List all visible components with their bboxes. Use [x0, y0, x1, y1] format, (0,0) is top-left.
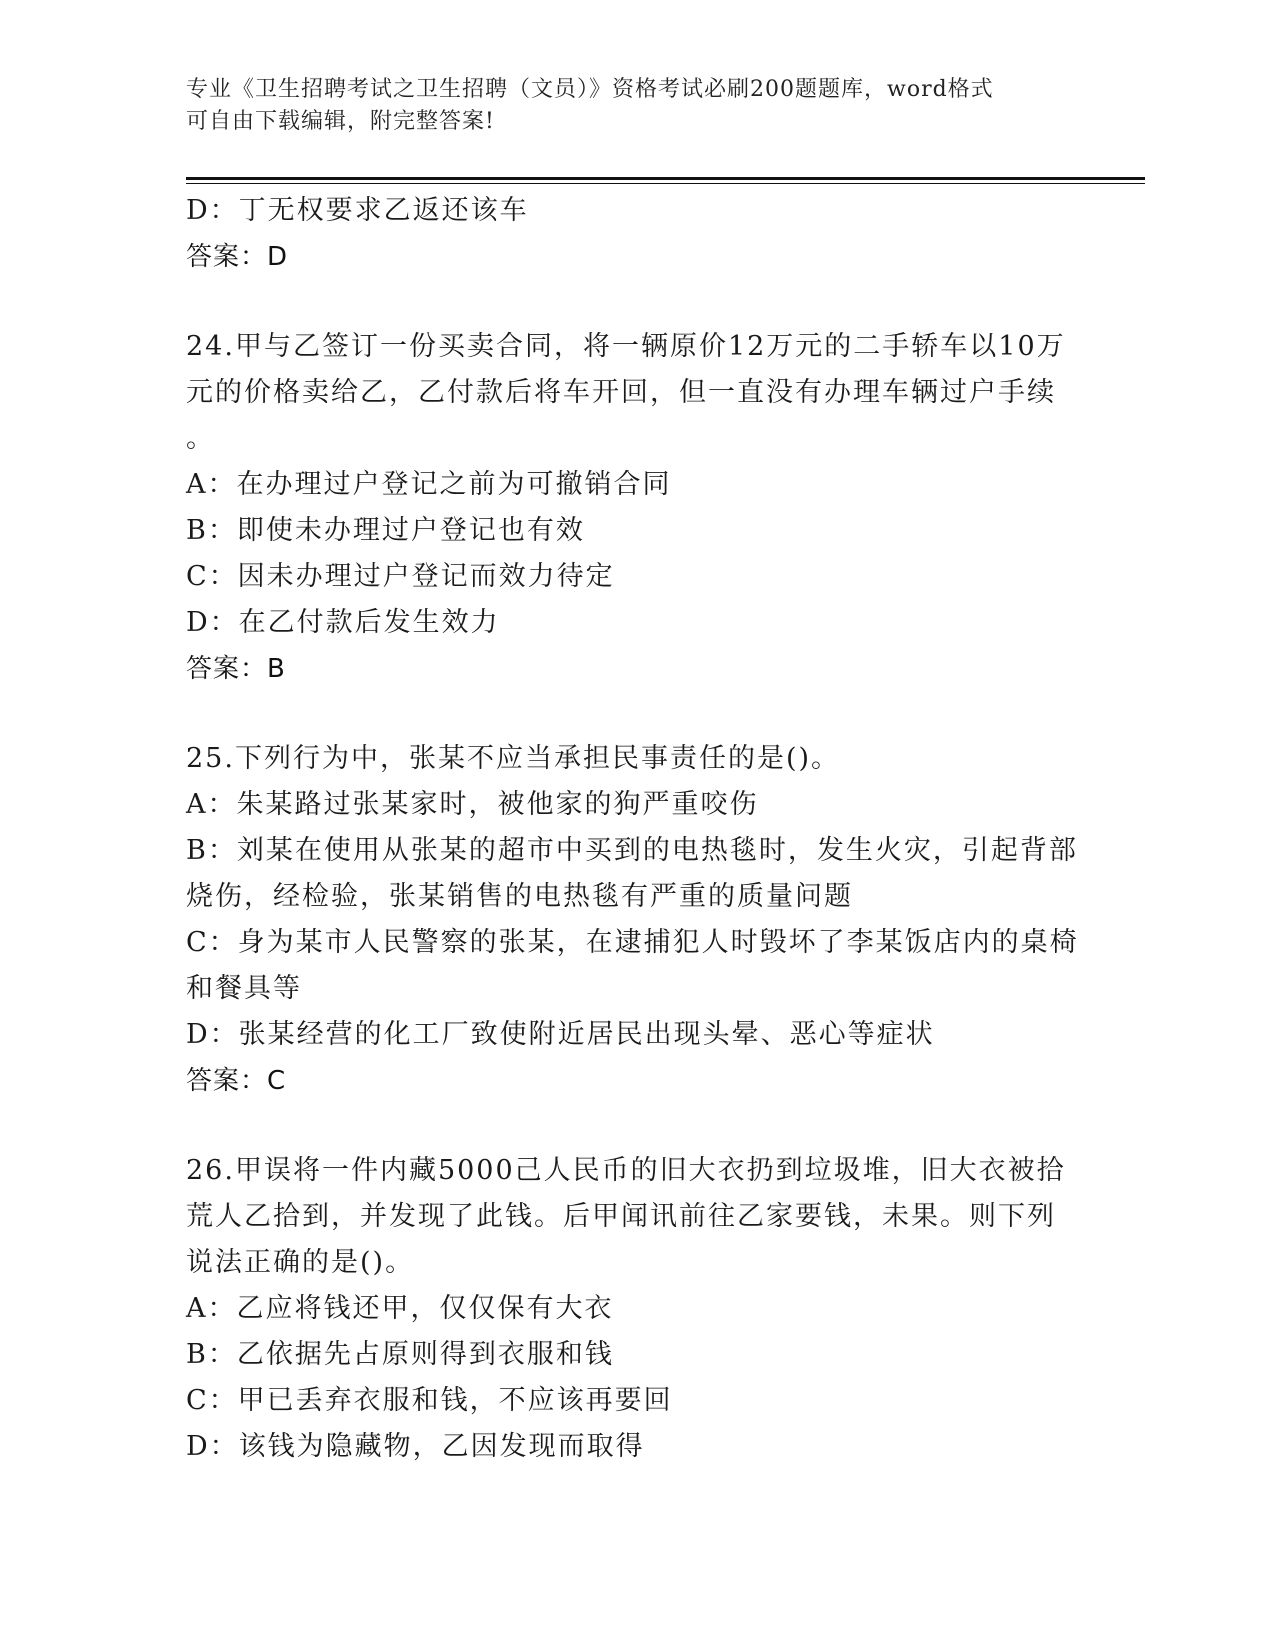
- option-d: D：张某经营的化工厂致使附近居民出现头晕、恶心等症状: [186, 1019, 935, 1050]
- question-text-line: 说法正确的是()。: [186, 1247, 415, 1278]
- option-d: D：该钱为隐藏物，乙因发现而取得: [186, 1431, 645, 1462]
- question-text-line: 。: [186, 423, 215, 454]
- document-body: [186, 188, 1079, 1470]
- question-24: [186, 324, 1066, 692]
- option-b: B：乙依据先占原则得到衣服和钱: [186, 1339, 614, 1370]
- header-title-line-2: 可自由下载编辑，附完整答案!: [186, 109, 495, 134]
- document-header: [186, 74, 1086, 138]
- prev-answer: 答案：D: [186, 242, 289, 272]
- option-c: C：甲已丢弃衣服和钱，不应该再要回: [186, 1385, 673, 1416]
- question-text-line: 元的价格卖给乙，乙付款后将车开回，但一直没有办理车辆过户手续: [186, 377, 1056, 408]
- spacer: [186, 280, 1066, 324]
- option-a: A：朱某路过张某家时，被他家的狗严重咬伤: [186, 789, 759, 820]
- header-divider-thin: [186, 183, 1145, 184]
- question-25: [186, 736, 1079, 1104]
- option-a: A：乙应将钱还甲，仅仅保有大衣: [186, 1293, 614, 1324]
- option-d: D：在乙付款后发生效力: [186, 607, 500, 638]
- option-a: A：在办理过户登记之前为可撤销合同: [186, 469, 672, 500]
- answer: 答案：C: [186, 1066, 287, 1096]
- option-b-continued: 烧伤，经检验，张某销售的电热毯有严重的质量问题: [186, 881, 853, 912]
- question-text-line: 荒人乙拾到，并发现了此钱。后甲闻讯前往乙家要钱，未果。则下列: [186, 1201, 1056, 1232]
- option-c: C：因未办理过户登记而效力待定: [186, 561, 615, 592]
- spacer: [186, 692, 1066, 736]
- header-title-line-1: 专业《卫生招聘考试之卫生招聘（文员）》资格考试必刷200题题库，word格式: [186, 77, 994, 102]
- prev-option-d: D：丁无权要求乙返还该车: [186, 195, 529, 226]
- question-26: [186, 1148, 1066, 1470]
- answer: 答案：B: [186, 654, 286, 684]
- option-c-continued: 和餐具等: [186, 973, 302, 1004]
- question-text-line: 26.甲误将一件内藏5000己人民币的旧大衣扔到垃圾堆，旧大衣被拾: [186, 1155, 1066, 1186]
- header-divider-thick: [186, 177, 1145, 180]
- question-text-line: 24.甲与乙签订一份买卖合同，将一辆原价12万元的二手轿车以10万: [186, 331, 1066, 362]
- spacer: [186, 1104, 1066, 1148]
- option-b: B：即使未办理过户登记也有效: [186, 515, 585, 546]
- option-b: B：刘某在使用从张某的超市中买到的电热毯时，发生火灾，引起背部: [186, 835, 1078, 866]
- question-text-line: 25.下列行为中，张某不应当承担民事责任的是()。: [186, 743, 841, 774]
- option-c: C：身为某市人民警察的张某，在逮捕犯人时毁坏了李某饭店内的桌椅: [186, 927, 1079, 958]
